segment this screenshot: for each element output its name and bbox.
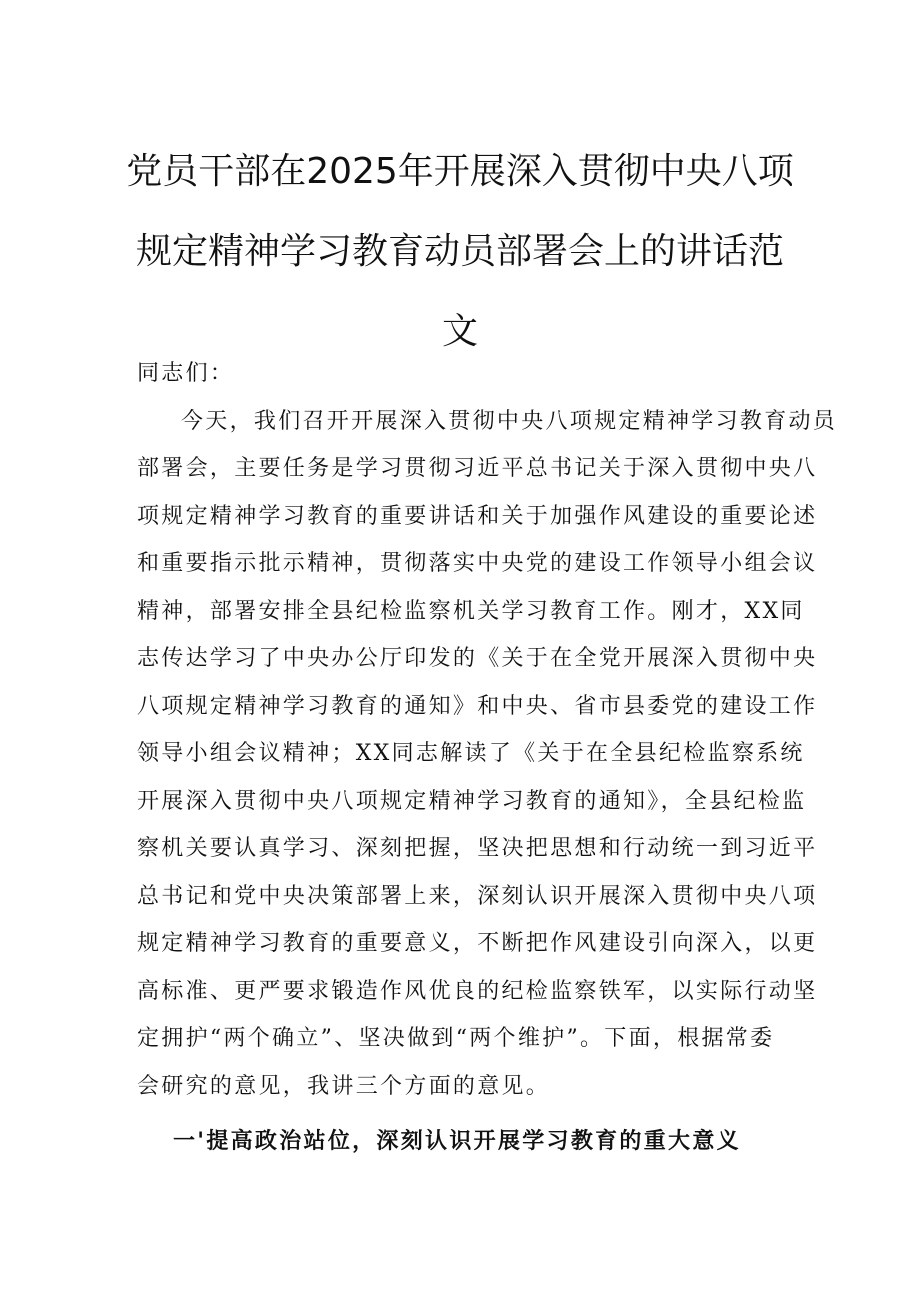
paragraph-line: 和重要指示批示精神，贯彻落实中央党的建设工作领导小组会议 [137,551,818,576]
paragraph-line: 今天，我们召开开展深入贯彻中央八项规定精神学习教育动员 [181,408,838,434]
paragraph-line: 总书记和党中央决策部署上来，深刻认识开展深入贯彻中央八项 [137,883,818,909]
paragraph-line: 项规定精神学习教育的重要讲话和关于加强作风建设的重要论述 [137,503,818,529]
section-heading: 一'提高政治站位，深刻认识开展学习教育的重大意义 [173,1128,741,1154]
paragraph-line: 领导小组会议精神；XX同志解读了《关于在全县纪检监察系统 [137,741,805,766]
paragraph-line: 部署会，主要任务是学习贯彻习近平总书记关于深入贯彻中央八 [137,456,818,481]
paragraph-line: 开展深入贯彻中央八项规定精神学习教育的通知》，全县纪检监 [137,788,807,814]
document-body [137,350,838,1166]
paragraph-line: 志传达学习了中央办公厅印发的《关于在全党开展深入贯彻中央 [137,646,818,671]
paragraph-line: 规定精神学习教育的重要意义，不断把作风建设引向深入，以更 [137,931,818,956]
title-line: 党员干部在2025年开展深入贯彻中央八项 [126,151,794,192]
paragraph-line: 高标准、更严要求锻造作风优良的纪检监察铁军，以实际行动坚 [137,978,818,1004]
paragraph-line: 察机关要认真学习、深刻把握，坚决把思想和行动统一到习近平 [137,836,818,861]
title-line: 规定精神学习教育动员部署会上的讲话范 [135,231,784,272]
paragraph-line: 八项规定精神学习教育的通知》和中央、省市县委党的建设工作 [137,693,818,719]
paragraph-line: 精神，部署安排全县纪检监察机关学习教育工作。刚才，XX同 [137,598,805,624]
paragraph-line: 会研究的意见，我讲三个方面的意见。 [137,1073,551,1099]
document-title [110,132,810,372]
paragraph-line: 定拥护“两个确立”、坚决做到“两个维护”。下面，根据常委 [137,1026,775,1051]
title-line: 文 [441,311,478,352]
opening-paragraph [137,398,838,1111]
salutation: 同志们： [137,361,235,386]
